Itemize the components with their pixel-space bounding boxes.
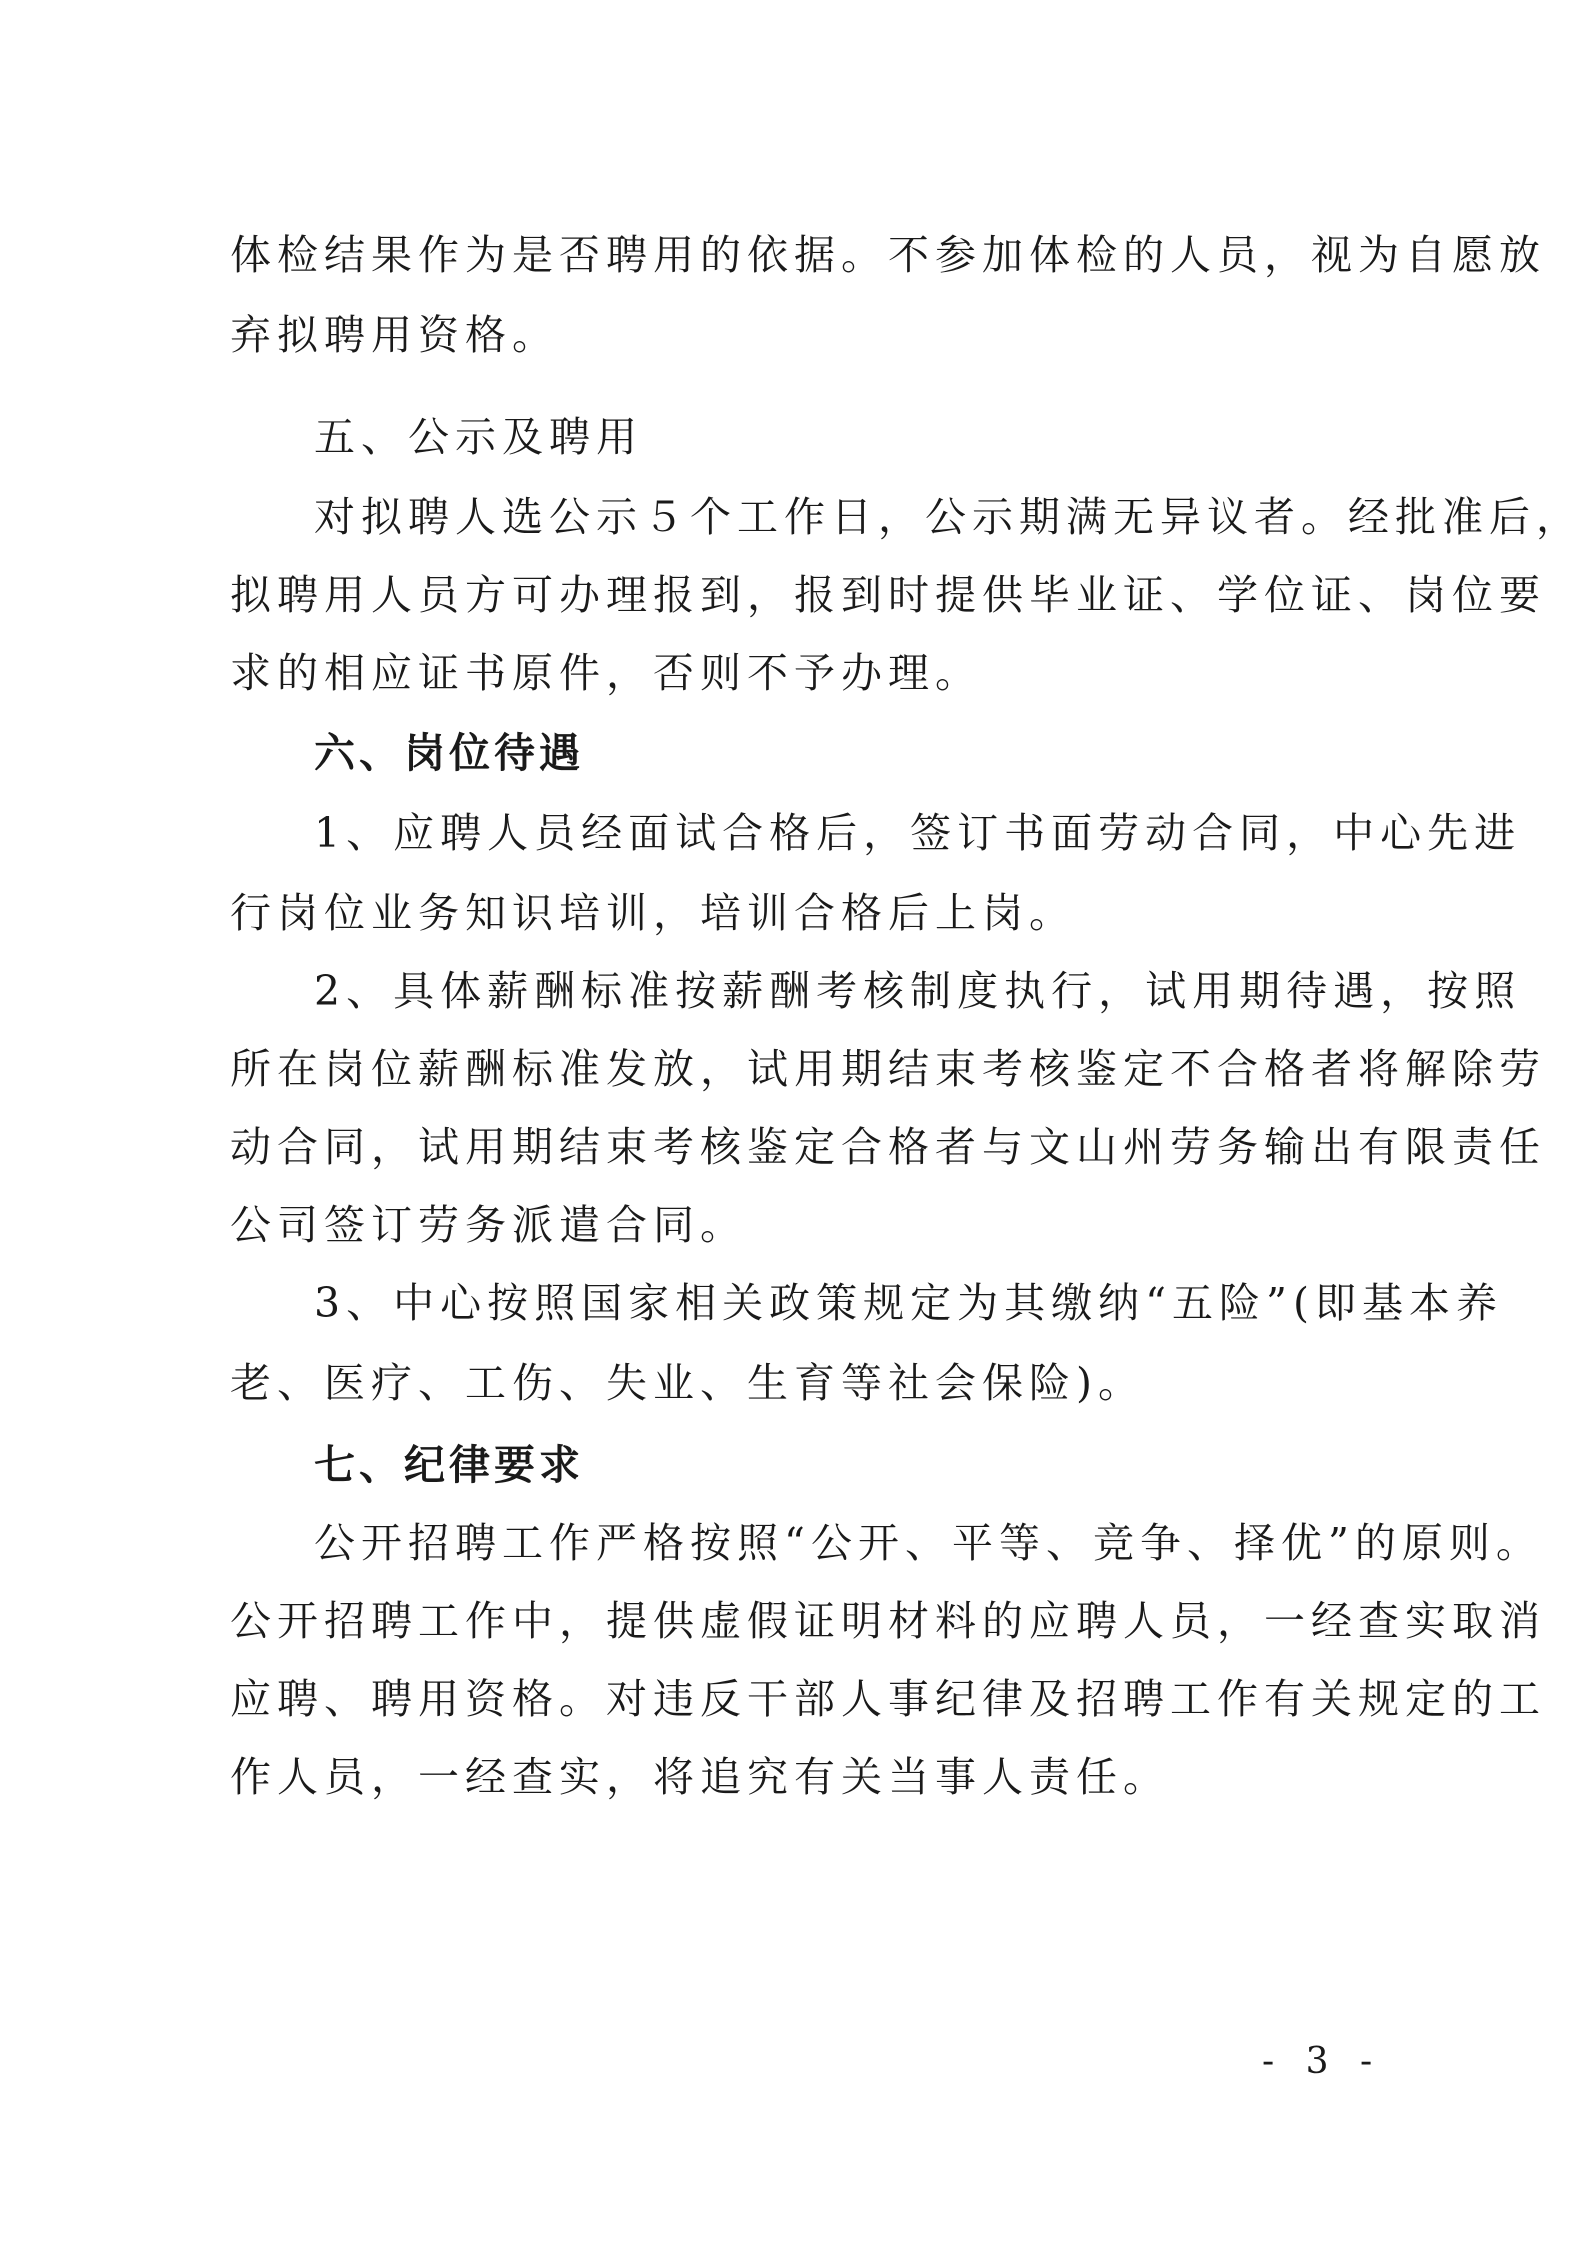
paragraph-line: 2、具体薪酬标准按薪酬考核制度执行，试用期待遇，按照 <box>314 967 1522 1015</box>
paragraph-line: 体检结果作为是否聘用的依据。不参加体检的人员，视为自愿放 <box>230 231 1546 279</box>
paragraph-line: 求的相应证书原件，否则不予办理。 <box>230 649 982 697</box>
paragraph-line: 行岗位业务知识培训，培训合格后上岗。 <box>230 889 1076 937</box>
page-number: - 3 - <box>1262 2041 1383 2082</box>
section-heading-6: 六、岗位待遇 <box>314 729 584 777</box>
section-heading-7: 七、纪律要求 <box>314 1441 584 1489</box>
paragraph-line: 公司签订劳务派遣合同。 <box>230 1201 747 1249</box>
paragraph-line: 老、医疗、工伤、失业、生育等社会保险)。 <box>230 1359 1145 1407</box>
paragraph-line: 作人员，一经查实，将追究有关当事人责任。 <box>230 1753 1170 1801</box>
paragraph-line: 1、应聘人员经面试合格后，签订书面劳动合同，中心先进 <box>314 809 1522 857</box>
paragraph-line: 弃拟聘用资格。 <box>230 311 559 359</box>
paragraph-line: 3、中心按照国家相关政策规定为其缴纳“五险”(即基本养 <box>314 1279 1503 1327</box>
paragraph-line: 公开招聘工作严格按照“公开、平等、竞争、择优”的原则。 <box>314 1519 1543 1567</box>
paragraph-line: 所在岗位薪酬标准发放，试用期结束考核鉴定不合格者将解除劳 <box>230 1045 1546 1093</box>
paragraph-line: 动合同，试用期结束考核鉴定合格者与文山州劳务输出有限责任 <box>230 1123 1546 1171</box>
paragraph-line: 对拟聘人选公示５个工作日，公示期满无异议者。经批准后， <box>314 493 1583 541</box>
section-heading-5: 五、公示及聘用 <box>314 413 643 461</box>
paragraph-line: 应聘、聘用资格。对违反干部人事纪律及招聘工作有关规定的工 <box>230 1675 1546 1723</box>
paragraph-line: 拟聘用人员方可办理报到，报到时提供毕业证、学位证、岗位要 <box>230 571 1546 619</box>
paragraph-line: 公开招聘工作中，提供虚假证明材料的应聘人员，一经查实取消 <box>230 1597 1546 1645</box>
